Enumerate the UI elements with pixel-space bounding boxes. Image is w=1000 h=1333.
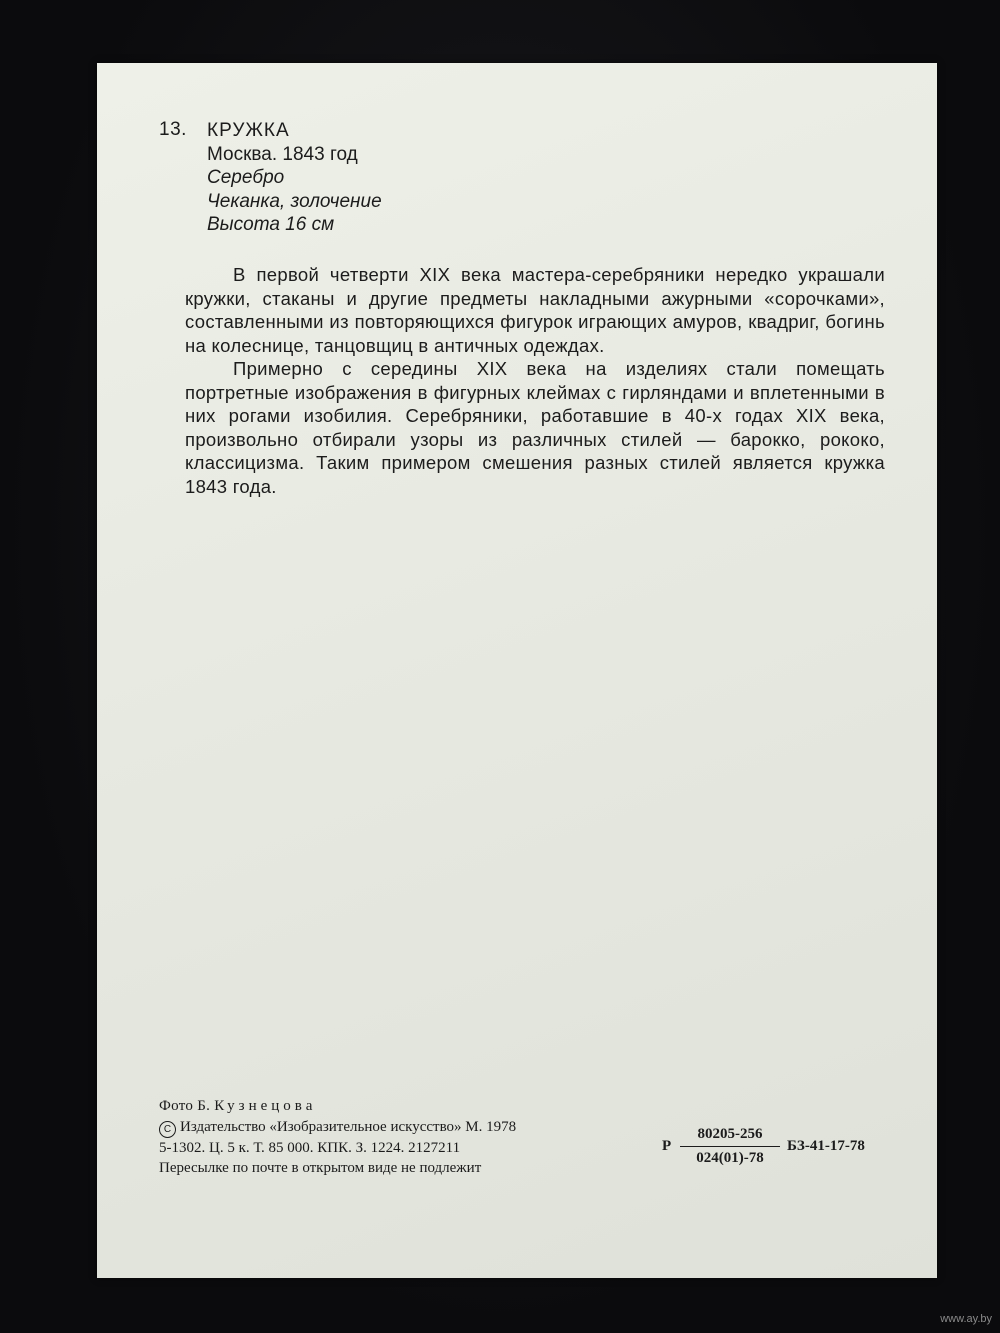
- photo-credit-name: Кузнецова: [214, 1098, 317, 1114]
- publisher-imprint: [159, 1096, 516, 1179]
- postcard-back: [97, 63, 937, 1278]
- item-technique: Чеканка, золочение: [207, 190, 382, 212]
- item-number: 13.: [159, 119, 187, 140]
- description-text: [185, 263, 885, 498]
- publisher-name: Издательство «Изобразительное искусство» М. 1978: [180, 1118, 517, 1135]
- item-material: Серебро: [207, 167, 285, 188]
- item-details: [207, 119, 382, 237]
- copyright-line: [159, 1117, 516, 1138]
- copyright-icon: C: [159, 1121, 176, 1138]
- index-denominator: 024(01)-78: [696, 1150, 764, 1166]
- watermark-text: www.ay.by: [940, 1313, 992, 1325]
- description-paragraph: Примерно с середины XIX века на изделиях стали помещать портретные изображения в фигурных клеймах с гирляндами и вплетенными в них рогами изобилия. Серебряники, работавшие в 40-х годах XIX века, произвольно отбирали узоры из различных стилей — барокко, рококо, классицизма. Таким примером смешения разных стилей является кружка 1843 года.: [185, 358, 885, 497]
- catalog-number: БЗ-41-17-78: [787, 1138, 865, 1154]
- index-letter: Р: [662, 1138, 672, 1154]
- index-fraction: [680, 1126, 780, 1167]
- description-paragraph: В первой четверти XIX века мастера-серебряники нередко украшали кружки, стаканы и другие предметы накладными ажурными «сорочками», составленными из повторяющихся фигурок играющих амуров, квадриг, богинь на колеснице, танцовщиц в античных одеждах.: [185, 264, 885, 356]
- postal-note: Пересылке по почте в открытом виде не подлежит: [159, 1160, 482, 1176]
- item-place-date: Москва. 1843 год: [207, 143, 358, 165]
- item-height: Высота 16 см: [207, 214, 335, 235]
- item-title: КРУЖКА: [207, 120, 290, 141]
- photo-credit-prefix: Фото Б.: [159, 1098, 211, 1114]
- index-numerator: 80205-256: [680, 1126, 780, 1147]
- print-info: 5-1302. Ц. 5 к. Т. 85 000. КПК. З. 1224. 2127211: [159, 1139, 461, 1156]
- photo-credit: [159, 1096, 516, 1117]
